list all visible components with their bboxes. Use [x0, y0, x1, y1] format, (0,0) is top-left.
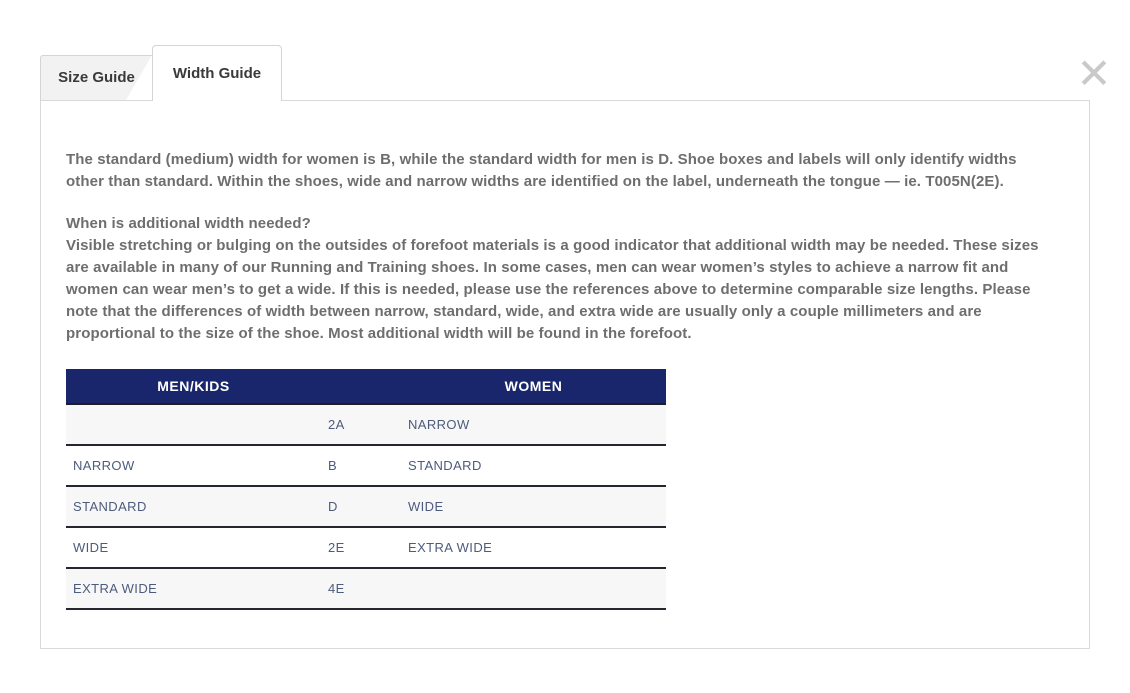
tab-width-guide-label: Width Guide	[172, 65, 262, 82]
table-row	[66, 568, 666, 609]
intro-paragraph: The standard (medium) width for women is B, while the standard width for men is D. Shoe boxes and labels will only identify widths other than standard. Within the shoes, wide and narrow widths are identified on the label, underneath the tongue — ie. T005N(2E).	[66, 151, 1017, 190]
table-row	[66, 445, 666, 486]
cell-women: EXTRA WIDE	[401, 527, 666, 568]
cell-men: WIDE	[66, 527, 321, 568]
tab-width-guide[interactable]	[152, 45, 282, 101]
table-header-row	[66, 369, 666, 404]
tab-size-guide-label: Size Guide	[58, 69, 135, 86]
additional-width-paragraph	[66, 213, 1044, 345]
cell-women: STANDARD	[401, 445, 666, 486]
tab-size-guide[interactable]	[40, 55, 152, 100]
cell-women: NARROW	[401, 404, 666, 445]
cell-code: D	[321, 486, 401, 527]
cell-women	[401, 568, 666, 609]
cell-men: STANDARD	[66, 486, 321, 527]
cell-women: WIDE	[401, 486, 666, 527]
cell-code: 2A	[321, 404, 401, 445]
width-table	[66, 369, 666, 610]
cell-men: NARROW	[66, 445, 321, 486]
cell-men: EXTRA WIDE	[66, 568, 321, 609]
header-spacer	[321, 369, 401, 404]
table-row	[66, 404, 666, 445]
cell-code: 2E	[321, 527, 401, 568]
additional-width-text: Visible stretching or bulging on the outsides of forefoot materials is a good indicator that additional width may be needed. These sizes are available in many of our Running and Training shoes. In some cases, men can wear women’s styles to achieve a narrow fit and women can wear men’s to get a wide. If this is needed, please use the references above to determine comparable size lengths. Please note that the differences of width between narrow, standard, wide, and extra wide are usually only a couple millimeters and are proportional to the size of the shoe. Most additional width will be found in the forefoot.	[66, 237, 1039, 342]
table-row	[66, 486, 666, 527]
cell-code: 4E	[321, 568, 401, 609]
table-row	[66, 527, 666, 568]
close-icon: ✕	[1076, 50, 1112, 97]
question-heading: When is additional width needed?	[66, 215, 311, 232]
header-women: WOMEN	[401, 369, 666, 404]
cell-men	[66, 404, 321, 445]
width-guide-panel	[40, 100, 1090, 649]
tab-bar	[40, 44, 1090, 100]
cell-code: B	[321, 445, 401, 486]
header-men-kids: MEN/KIDS	[66, 369, 321, 404]
